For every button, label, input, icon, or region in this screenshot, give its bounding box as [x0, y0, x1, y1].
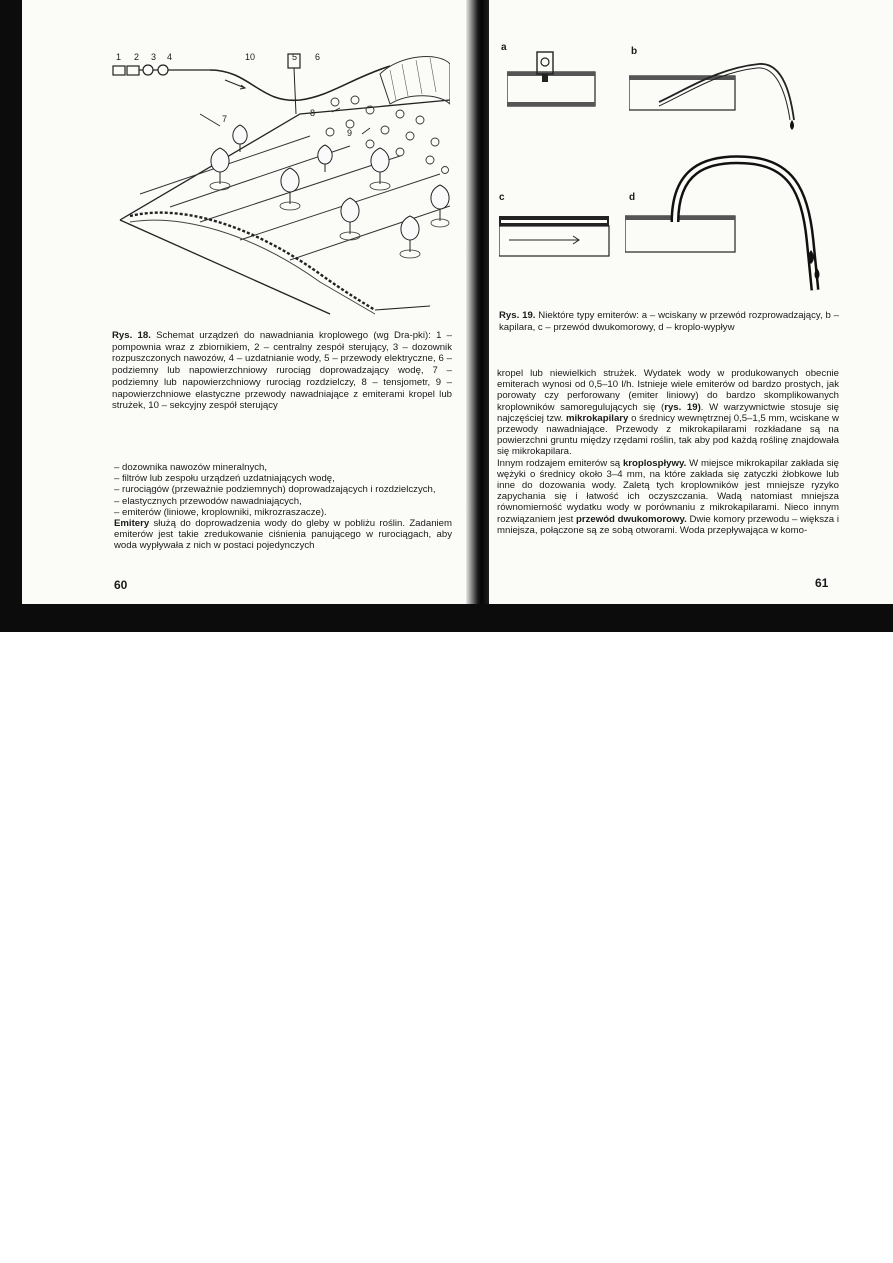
paragraph — [497, 368, 839, 458]
bold-term: rys. 19) — [664, 401, 701, 413]
equipment-list — [114, 462, 452, 518]
emitter-b-capillary-diagram — [629, 58, 809, 138]
bold-term: mikrokapilary — [565, 412, 629, 424]
fig18-label-9: 9 — [347, 128, 353, 138]
right-body-text — [497, 368, 839, 536]
list-item: – elastycznych przewodów nawadniających, — [114, 495, 302, 507]
emitter-d-dripper-diagram — [625, 150, 845, 300]
text-run: . W warzywnictwie stosuje się najczęściej tzw. — [497, 401, 839, 424]
figure-18-ref: Rys. 18. — [112, 330, 151, 341]
figure-19-text: Niektóre typy emiterów: a – wciskany w przewód rozprowadzający, b – kapilara, c – przewód dwukomorowy, d – kroplo-wypływ — [499, 310, 839, 333]
fig18-label-2: 2 — [134, 52, 140, 62]
figure-19-ref: Rys. 19. — [499, 310, 536, 321]
fig18-label-3: 3 — [151, 52, 157, 62]
text-run: o średnicy wewnętrznej 0,5–1,5 mm, wciskane w przewody nawadniające. Przewody z mikrokapilarami rozkładane są na powierzchni gruntu między rzędami roślin, tak aby pod każdą roślinę znajdowała się mikrokapilara. — [497, 412, 839, 458]
list-item: – filtrów lub zespołu urządzeń uzdatniających wodę, — [114, 473, 335, 485]
figure-18-caption — [112, 330, 452, 412]
fig18-label-5: 5 — [292, 52, 298, 62]
list-item: – emiterów (liniowe, kroplowniki, mikrozraszacze). — [114, 506, 327, 518]
figure-19-caption — [499, 310, 839, 333]
drip-irrigation-diagram — [100, 44, 450, 320]
text-run: Dwie komory przewodu – większa i mniejsza, połączone są ze sobą otworami. Woda przepływająca w komo- — [497, 513, 839, 536]
page-number-left: 60 — [114, 578, 128, 592]
paragraph — [497, 458, 839, 536]
text-run: kropel lub niewielkich strużek. Wydatek wody w produkowanych obecnie emiterach wynosi od 0,5–10 l/h. Istnieje wiele emiterów od bardzo prostych, jak porowaty czy perforowany (emiter liniowy) do bardzo skomplikowanych kroplowników samoregulujących się ( — [497, 368, 839, 413]
fig18-label-7: 7 — [222, 114, 228, 124]
text-run: Innym rodzajem emiterów są — [497, 457, 623, 469]
bold-term: przewód dwukomorowy. — [576, 513, 687, 525]
fig19-label-d: d — [629, 192, 636, 203]
emitter-a-diagram — [507, 48, 597, 112]
right-page — [489, 0, 893, 604]
left-body-text — [114, 462, 452, 552]
figure-18-text: Schemat urządzeń do nawadniania kroplowego (wg Dra-pki): 1 – pompownia wraz z zbiornikiem, 2 – centralny zespół sterujący, 3 – dozownik rozpuszczonych nawozów, 4 – uzdatnianie wody, 5 – przewody elektryczne, 6 – podziemny lub napowierzchniowy rurociąg doprowadzający wodę, 7 – podziemny lub napowierzchniowy rurociąg rozdzielczy, 8 – tensjometr, 9 – napowierzchniowe elastyczne przewody nawadniające z emiterami kropel lub strużek, 10 – sekcyjny zespół sterujący — [112, 330, 452, 412]
emitters-term: Emitery — [114, 518, 150, 530]
list-item: – rurociągów (przeważnie podziemnych) doprowadzających i rozdzielczych, — [114, 484, 436, 496]
fig18-label-6: 6 — [315, 52, 321, 62]
fig18-label-4: 4 — [167, 52, 173, 62]
fig18-label-1: 1 — [116, 52, 122, 62]
fig18-label-10: 10 — [245, 52, 256, 62]
text-run: W miejsce mikrokapilar zakłada się wężyki o średnicy około 3–4 mm, na które zakłada się zatyczki żłobkowe lub inne do dozowania wody. Zaletą tych kroplowników jest mniejsze ryzyko zapychania się i łatwość ich oczyszczania. Wadą natomiast mniejsza równomierność wydatku wody w porównaniu z mikrokapilarami. Nieco innym rozwiązaniem jest — [497, 457, 840, 525]
fig19-label-c: c — [499, 192, 505, 203]
bold-term: kroplospływy. — [622, 457, 687, 469]
fig19-label-a: a — [501, 42, 507, 53]
emitter-c-two-chamber-diagram — [499, 212, 611, 262]
fig19-label-b: b — [631, 46, 638, 57]
fig18-label-8: 8 — [310, 108, 316, 118]
emitters-text: służą do doprowadzenia wody do gleby w pobliżu roślin. Zadaniem emiterów jest takie zredukowanie ciśnienia panującego w rurociągach, aby woda wypływała z nich w postaci pojedynczych — [114, 518, 452, 552]
left-page — [22, 0, 469, 604]
emitters-paragraph — [114, 518, 452, 552]
page-number-right: 61 — [815, 576, 829, 590]
list-item: – dozownika nawozów mineralnych, — [114, 462, 268, 473]
